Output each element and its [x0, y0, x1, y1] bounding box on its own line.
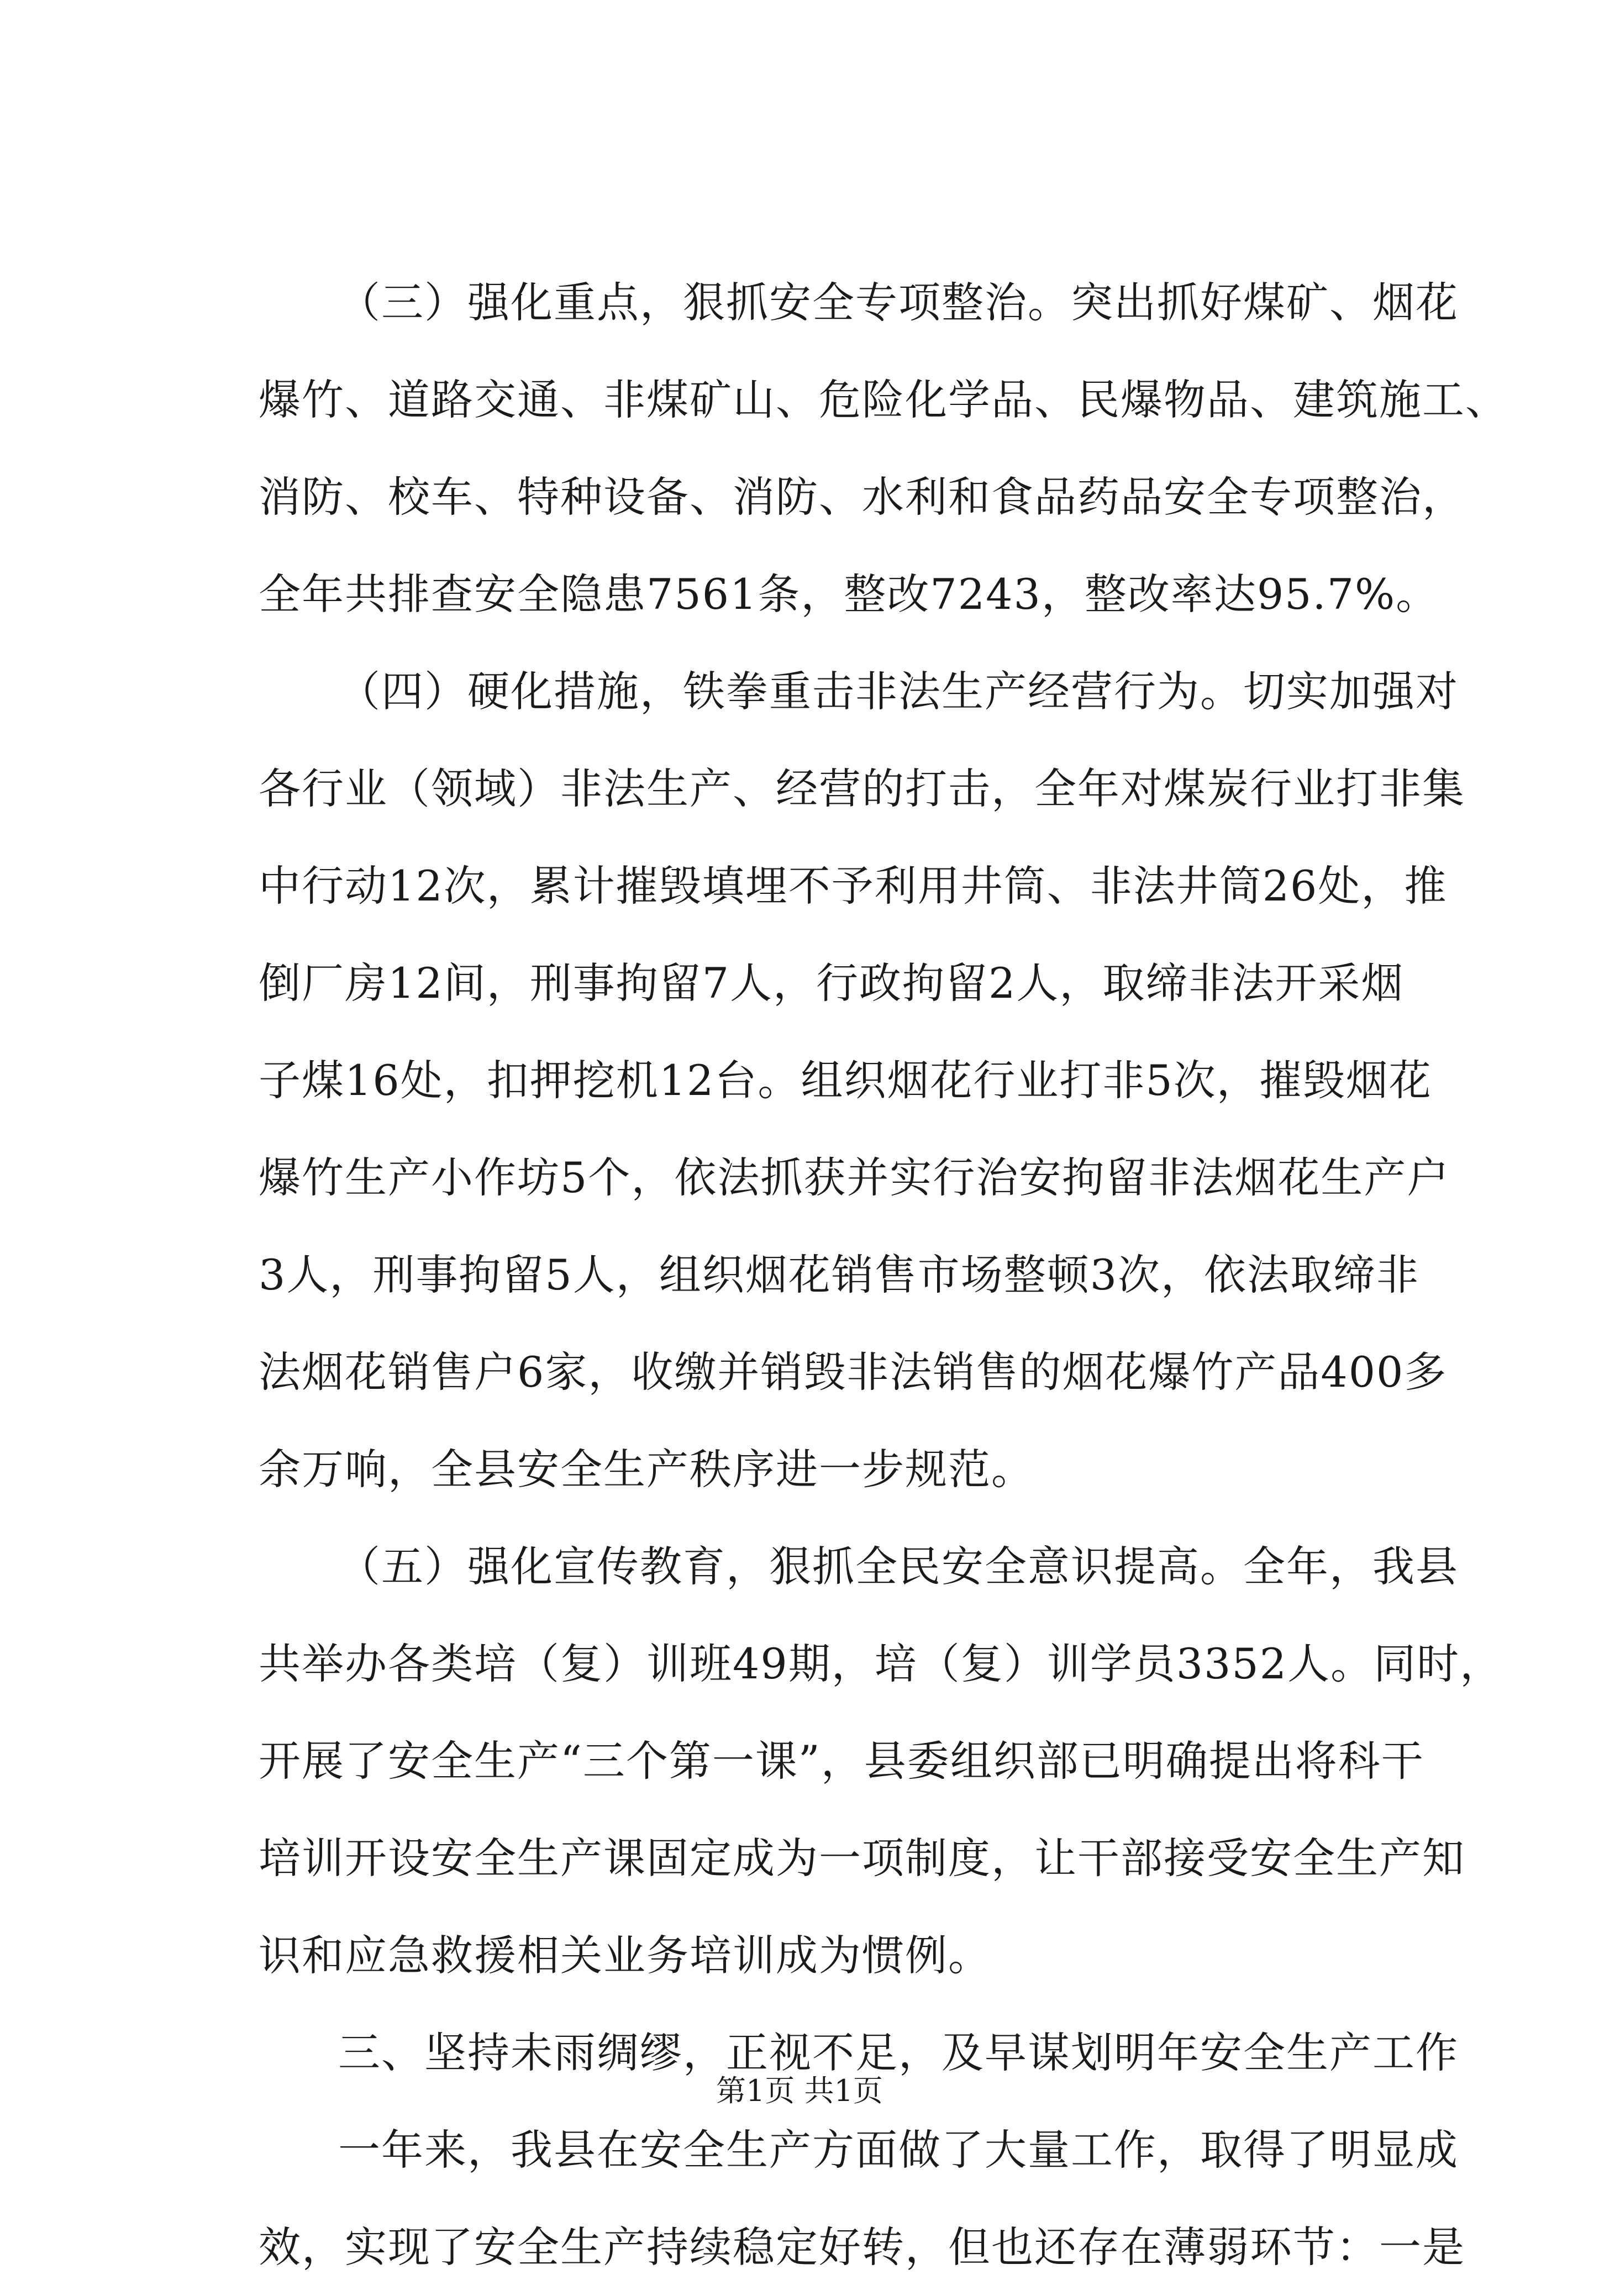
text-line: 余万响，全县安全生产秩序进一步规范。	[259, 1445, 1034, 1494]
text-line: （五）强化宣传教育，狠抓全民安全意识提高。全年，我县	[338, 1542, 1459, 1591]
document-body	[259, 254, 1508, 2296]
text-line: 倒厂房12间，刑事拘留7人，行政拘留2人，取缔非法开采烟	[259, 959, 1405, 1008]
text-line: （四）硬化措施，铁拳重击非法生产经营行为。切实加强对	[338, 667, 1459, 716]
text-line: （三）强化重点，狠抓安全专项整治。突出抓好煤矿、烟花	[338, 278, 1459, 327]
text-line: 爆竹生产小作坊5个，依法抓获并实行治安拘留非法烟花生产户	[259, 1153, 1450, 1202]
paragraph-4	[259, 643, 1465, 1518]
text-line: 一年来，我县在安全生产方面做了大量工作，取得了明显成	[338, 2125, 1459, 2174]
text-line: 各行业（领域）非法生产、经营的打击，全年对煤炭行业打非集	[259, 764, 1465, 813]
text-line: 培训开设安全生产课固定成为一项制度，让干部接受安全生产知	[259, 1834, 1465, 1883]
text-line: 识和应急救援相关业务培训成为惯例。	[259, 1931, 991, 1980]
text-line: 共举办各类培（复）训班49期，培（复）训学员3352人。同时，	[259, 1639, 1503, 1688]
page-footer	[0, 2069, 1599, 2113]
paragraph-6	[259, 2102, 1465, 2296]
text-line: 开展了安全生产“三个第一课”，县委组织部已明确提出将科干	[259, 1736, 1424, 1786]
paragraph-3	[259, 254, 1508, 643]
page-number-label: 第1页 共1页	[716, 2073, 883, 2108]
text-line: 全年共排查安全隐患7561条，整改7243，整改率达95.7%。	[259, 570, 1439, 619]
text-line: 效，实现了安全生产持续稳定好转，但也还存在薄弱环节：一是	[259, 2223, 1465, 2272]
text-line: 子煤16处，扣押挖机12台。组织烟花行业打非5次，摧毁烟花	[259, 1056, 1432, 1105]
text-line: 消防、校车、特种设备、消防、水利和食品药品安全专项整治，	[259, 472, 1465, 522]
text-line: 中行动12次，累计摧毁填埋不予利用井筒、非法井筒26处，推	[259, 861, 1448, 910]
text-line: 法烟花销售户6家，收缴并销毁非法销售的烟花爆竹产品400多	[259, 1347, 1448, 1397]
text-line: 爆竹、道路交通、非煤矿山、危险化学品、民爆物品、建筑施工、	[259, 375, 1508, 424]
text-line: 3人，刑事拘留5人，组织烟花销售市场整顿3次，依法取缔非	[259, 1250, 1420, 1299]
paragraph-5	[259, 1518, 1503, 2004]
section-heading: 三、坚持未雨绸缪，正视不足，及早谋划明年安全生产工作	[338, 2028, 1459, 2077]
